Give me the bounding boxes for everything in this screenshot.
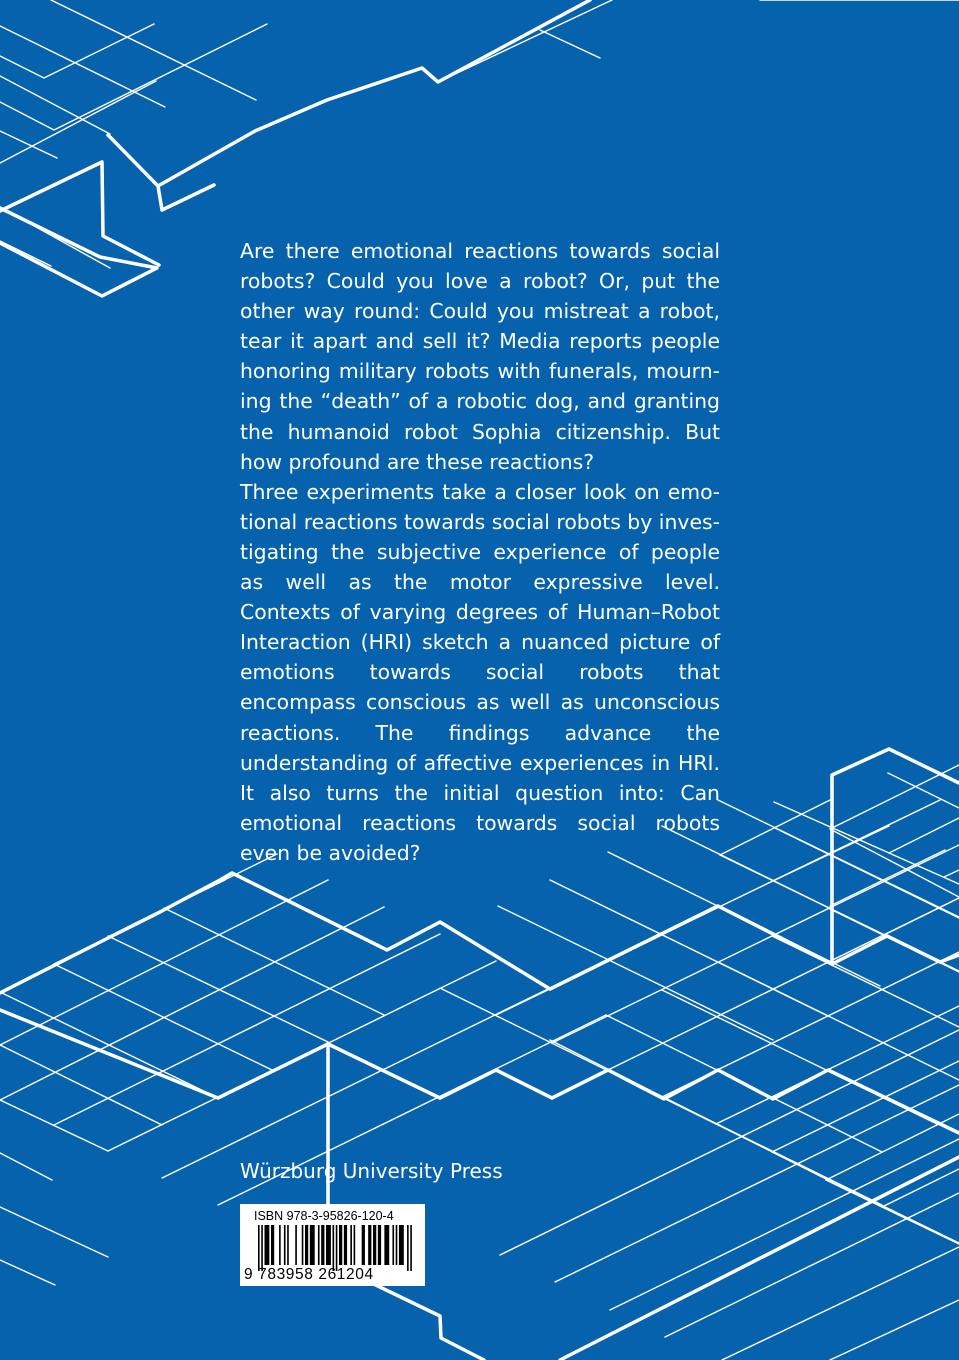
barcode-bar xyxy=(305,1225,308,1265)
barcode-bar xyxy=(396,1225,398,1265)
barcode-guard-bar xyxy=(410,1225,412,1271)
barcode-guard-bar xyxy=(261,1225,263,1271)
barcode-bar xyxy=(264,1225,269,1265)
barcode-bar xyxy=(321,1225,324,1265)
barcode-bar xyxy=(284,1225,286,1265)
barcode-bar xyxy=(287,1225,289,1265)
ean-digits: 9 783958 261204 xyxy=(244,1266,374,1283)
barcode-bar xyxy=(350,1225,352,1265)
barcode-bar xyxy=(326,1225,331,1265)
blurb-paragraph-2: Three experiments take a closer look on emotional reactions towards social robots by investigating the subjective experience of people as well as the motor expressive level. Contexts of varying degrees of Human–Robot Interaction (HRI) sketch a nuanced picture of emotions towards social robots that encompass conscious as well as unconscious reactions. The findings advance the understanding of affective experiences in HRI. It also turns the initial question into: Can emotional reactions towards social robots even be avoided? xyxy=(240,479,720,865)
barcode-bar xyxy=(271,1225,274,1265)
barcode-bar xyxy=(399,1225,404,1265)
barcode-bar xyxy=(279,1225,281,1265)
barcode-bar xyxy=(318,1225,320,1265)
back-cover-blurb xyxy=(240,236,720,868)
barcode-bar xyxy=(378,1225,381,1265)
barcode-guard-bar xyxy=(333,1225,335,1271)
barcode-guard-bar xyxy=(407,1225,409,1271)
barcode-bar xyxy=(384,1225,389,1265)
isbn-label: ISBN 978-3-95826-120-4 xyxy=(254,1209,394,1223)
barcode-bar xyxy=(344,1225,347,1265)
barcode-bar xyxy=(302,1225,304,1265)
barcode-bar xyxy=(373,1225,376,1265)
barcode-bar xyxy=(368,1225,371,1265)
publisher-name: Würzburg University Press xyxy=(240,1159,503,1183)
barcode-bar xyxy=(354,1225,356,1265)
barcode-bar xyxy=(310,1225,315,1265)
barcode-bar xyxy=(362,1225,365,1265)
barcode-bar xyxy=(339,1225,342,1265)
barcode-bar xyxy=(392,1225,394,1265)
barcode-guard-bar xyxy=(336,1225,338,1271)
barcode-guard-bar xyxy=(258,1225,260,1271)
isbn-barcode-panel xyxy=(240,1204,425,1286)
blurb-paragraph-1: Are there emotional reactions towards social robots? Could you love a robot? Or, put the other way round: Could you mistreat a robot, tear it apart and sell it? Media reports people honoring military robots with funerals, mourning the “death” of a robotic dog, and granting the humanoid robot Sophia citizenship. But how profound are these reactions? xyxy=(240,239,720,474)
barcode-bar xyxy=(295,1225,297,1265)
